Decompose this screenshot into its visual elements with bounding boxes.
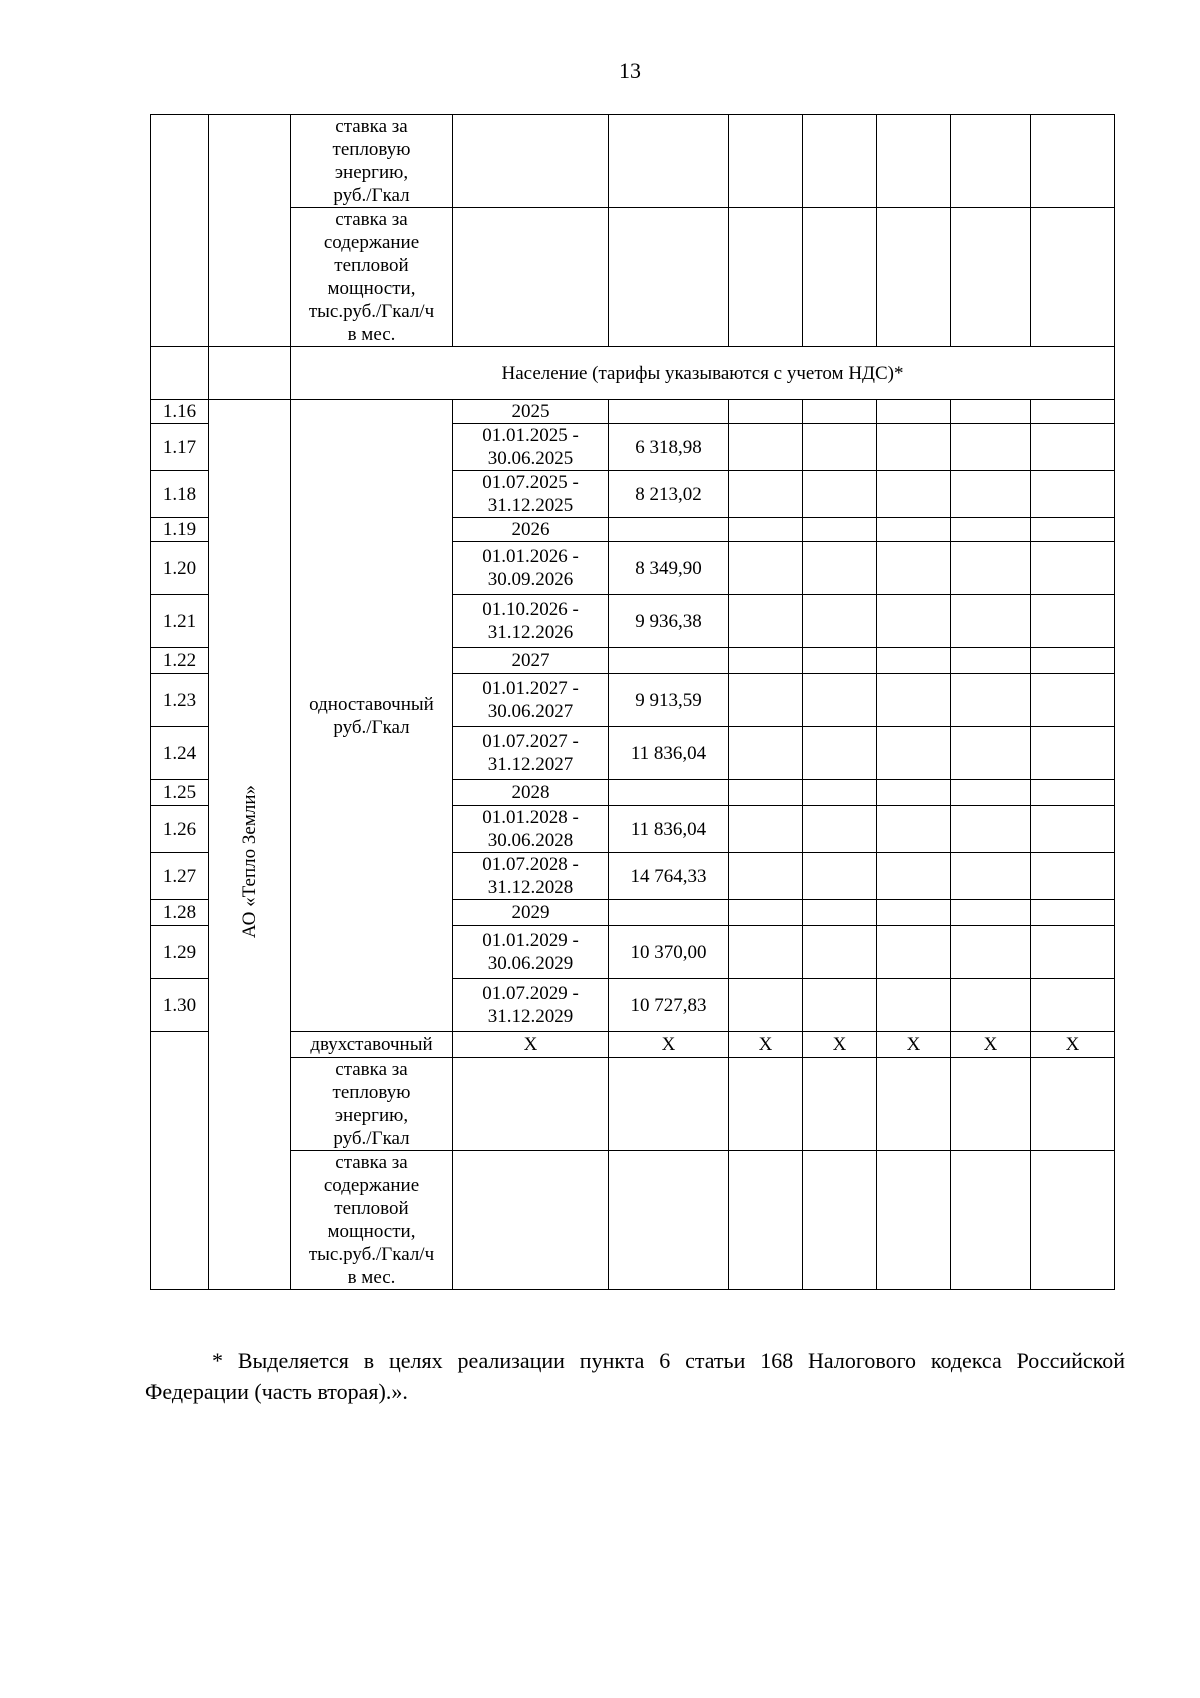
empty-cell	[803, 542, 877, 595]
empty-cell	[803, 518, 877, 542]
x-mark: X	[803, 1032, 877, 1058]
empty-cell	[877, 518, 951, 542]
empty-cell	[951, 595, 1031, 648]
x-mark: X	[453, 1032, 609, 1058]
population-header: Население (тарифы указываются с учетом НДС)*	[291, 347, 1115, 400]
x-mark: X	[729, 1032, 803, 1058]
empty-cell	[951, 780, 1031, 806]
empty-cell	[609, 1151, 729, 1290]
rate-power-line: тыс.руб./Гкал/ч	[308, 1244, 435, 1265]
empty-cell	[877, 648, 951, 674]
table-row	[151, 347, 1115, 400]
tariff-value	[609, 648, 729, 674]
row-number: 1.25	[151, 780, 209, 806]
period-cell: 01.07.2028 - 31.12.2028	[453, 853, 609, 900]
row-number: 1.30	[151, 979, 209, 1032]
tariff-value	[609, 400, 729, 424]
row-number: 1.20	[151, 542, 209, 595]
empty-cell	[803, 424, 877, 471]
period-cell: 01.01.2029 - 30.06.2029	[453, 926, 609, 979]
empty-cell	[1031, 806, 1115, 853]
empty-cell	[877, 674, 951, 727]
empty-cell	[877, 780, 951, 806]
row-number: 1.19	[151, 518, 209, 542]
x-mark: X	[609, 1032, 729, 1058]
period-cell: 01.01.2028 - 30.06.2028	[453, 806, 609, 853]
row-number-cell	[151, 1032, 209, 1290]
period-cell: 01.01.2026 - 30.09.2026	[453, 542, 609, 595]
empty-cell	[803, 727, 877, 780]
empty-cell	[951, 471, 1031, 518]
empty-cell	[729, 648, 803, 674]
organization-cell	[209, 400, 291, 1290]
row-number: 1.21	[151, 595, 209, 648]
empty-cell	[729, 518, 803, 542]
empty-cell	[1031, 518, 1115, 542]
organization-name: АО «Тепло Земли»	[239, 784, 260, 939]
empty-cell	[729, 979, 803, 1032]
tariff-value: 8 213,02	[609, 471, 729, 518]
organization-cell	[209, 115, 291, 347]
empty-cell	[729, 1151, 803, 1290]
x-mark: X	[951, 1032, 1031, 1058]
empty-cell	[951, 424, 1031, 471]
empty-cell	[803, 471, 877, 518]
empty-cell	[803, 648, 877, 674]
footnote-text: * Выделяется в целях реализации пункта 6 статьи 168 Налогового кодекса Российской Федерации (часть вторая).».	[145, 1348, 1125, 1404]
period-cell: 01.01.2025 - 30.06.2025	[453, 424, 609, 471]
row-number: 1.27	[151, 853, 209, 900]
empty-cell	[729, 780, 803, 806]
rate-power-line: содержание	[323, 1175, 420, 1196]
x-mark: X	[1031, 1032, 1115, 1058]
empty-cell	[951, 208, 1031, 347]
empty-cell	[951, 518, 1031, 542]
rate-energy-line: руб./Гкал	[333, 185, 410, 206]
empty-cell	[453, 115, 609, 208]
period-cell: 01.01.2027 - 30.06.2027	[453, 674, 609, 727]
rate-energy-line: ставка за	[335, 116, 408, 137]
table-row	[151, 1151, 1115, 1290]
empty-cell	[803, 115, 877, 208]
row-number: 1.23	[151, 674, 209, 727]
empty-cell	[453, 1058, 609, 1151]
page-number: 13	[619, 58, 641, 83]
empty-cell	[803, 853, 877, 900]
tariff-value: 10 370,00	[609, 926, 729, 979]
tariff-value: 11 836,04	[609, 727, 729, 780]
one-rate-line: руб./Гкал	[333, 716, 410, 738]
empty-cell	[803, 979, 877, 1032]
empty-cell	[729, 595, 803, 648]
table-row	[151, 208, 1115, 347]
empty-cell	[877, 727, 951, 780]
empty-cell	[1031, 900, 1115, 926]
tariff-value: 9 913,59	[609, 674, 729, 727]
row-number-cell	[151, 115, 209, 347]
empty-cell	[951, 979, 1031, 1032]
rate-power-line: мощности,	[327, 1221, 416, 1242]
row-number: 1.29	[151, 926, 209, 979]
rate-power-line: тыс.руб./Гкал/ч	[308, 301, 435, 322]
tariff-value	[609, 900, 729, 926]
tariff-value: 6 318,98	[609, 424, 729, 471]
year-cell: 2028	[453, 780, 609, 806]
rate-power-line: мощности,	[327, 278, 416, 299]
empty-cell	[877, 853, 951, 900]
empty-cell	[729, 542, 803, 595]
empty-cell	[877, 400, 951, 424]
empty-cell	[729, 1058, 803, 1151]
empty-cell	[877, 900, 951, 926]
empty-cell	[877, 1151, 951, 1290]
table-row	[151, 115, 1115, 208]
period-cell: 01.07.2029 - 31.12.2029	[453, 979, 609, 1032]
empty-cell	[951, 900, 1031, 926]
year-cell: 2027	[453, 648, 609, 674]
empty-cell	[1031, 115, 1115, 208]
empty-cell	[803, 208, 877, 347]
row-number: 1.24	[151, 727, 209, 780]
empty-cell	[877, 979, 951, 1032]
empty-cell	[729, 208, 803, 347]
empty-cell	[803, 780, 877, 806]
empty-cell	[729, 674, 803, 727]
empty-cell	[877, 542, 951, 595]
row-number: 1.26	[151, 806, 209, 853]
empty-cell	[951, 1058, 1031, 1151]
empty-cell	[877, 1058, 951, 1151]
table-row	[151, 400, 1115, 424]
empty-cell	[951, 542, 1031, 595]
empty-cell	[803, 595, 877, 648]
row-number: 1.22	[151, 648, 209, 674]
empty-cell	[729, 400, 803, 424]
empty-cell	[1031, 853, 1115, 900]
empty-cell	[951, 115, 1031, 208]
year-cell: 2025	[453, 400, 609, 424]
empty-cell	[1031, 471, 1115, 518]
tariff-table	[150, 114, 1115, 1290]
empty-cell	[877, 115, 951, 208]
empty-cell	[729, 727, 803, 780]
empty-cell	[609, 208, 729, 347]
empty-cell	[729, 900, 803, 926]
empty-cell	[803, 400, 877, 424]
rate-power-line: ставка за	[335, 209, 408, 230]
empty-cell	[729, 806, 803, 853]
tariff-value: 10 727,83	[609, 979, 729, 1032]
rate-energy-line: тепловую	[332, 1082, 411, 1103]
tariff-value: 14 764,33	[609, 853, 729, 900]
empty-cell	[803, 926, 877, 979]
rate-power-line: тепловой	[334, 1198, 409, 1219]
empty-cell	[729, 471, 803, 518]
empty-cell	[729, 926, 803, 979]
period-cell: 01.10.2026 - 31.12.2026	[453, 595, 609, 648]
empty-cell	[877, 926, 951, 979]
rate-energy-line: энергию,	[334, 162, 409, 183]
rate-energy-line: тепловую	[332, 139, 411, 160]
table-row	[151, 1032, 1115, 1058]
empty-cell	[1031, 727, 1115, 780]
empty-cell	[803, 1151, 877, 1290]
empty-cell	[803, 1058, 877, 1151]
empty-cell	[729, 115, 803, 208]
empty-cell	[951, 853, 1031, 900]
empty-cell	[803, 900, 877, 926]
rate-power-label	[291, 1151, 453, 1290]
rate-power-line: тепловой	[334, 255, 409, 276]
empty-cell	[1031, 424, 1115, 471]
one-rate-line: одноставочный	[309, 693, 434, 715]
empty-cell	[209, 347, 291, 400]
empty-cell	[1031, 595, 1115, 648]
empty-cell	[951, 1151, 1031, 1290]
x-mark: X	[877, 1032, 951, 1058]
two-rate-label: двухставочный	[291, 1032, 453, 1058]
empty-cell	[877, 595, 951, 648]
empty-cell	[1031, 1151, 1115, 1290]
year-cell: 2026	[453, 518, 609, 542]
empty-cell	[609, 115, 729, 208]
rate-power-line: ставка за	[335, 1152, 408, 1173]
empty-cell	[1031, 1058, 1115, 1151]
empty-cell	[1031, 674, 1115, 727]
rate-energy-label	[291, 1058, 453, 1151]
empty-cell	[729, 424, 803, 471]
empty-cell	[951, 648, 1031, 674]
row-number: 1.18	[151, 471, 209, 518]
empty-cell	[803, 674, 877, 727]
period-cell: 01.07.2027 - 31.12.2027	[453, 727, 609, 780]
empty-cell	[951, 926, 1031, 979]
empty-cell	[609, 1058, 729, 1151]
row-number: 1.28	[151, 900, 209, 926]
rate-energy-line: ставка за	[335, 1059, 408, 1080]
empty-cell	[1031, 648, 1115, 674]
empty-cell	[951, 400, 1031, 424]
empty-cell	[1031, 542, 1115, 595]
rate-power-line: в мес.	[347, 324, 396, 345]
empty-cell	[453, 208, 609, 347]
empty-cell	[1031, 780, 1115, 806]
tariff-value: 9 936,38	[609, 595, 729, 648]
rate-energy-line: руб./Гкал	[333, 1128, 410, 1149]
rate-energy-line: энергию,	[334, 1105, 409, 1126]
empty-cell	[151, 347, 209, 400]
footnote	[145, 1345, 1125, 1407]
empty-cell	[877, 471, 951, 518]
empty-cell	[951, 674, 1031, 727]
empty-cell	[1031, 400, 1115, 424]
one-rate-label	[291, 400, 453, 1032]
empty-cell	[951, 806, 1031, 853]
empty-cell	[729, 853, 803, 900]
rate-power-line: в мес.	[347, 1267, 396, 1288]
row-number: 1.17	[151, 424, 209, 471]
rate-power-label	[291, 208, 453, 347]
tariff-value	[609, 518, 729, 542]
empty-cell	[877, 806, 951, 853]
empty-cell	[1031, 208, 1115, 347]
empty-cell	[1031, 926, 1115, 979]
tariff-value	[609, 780, 729, 806]
rate-energy-label	[291, 115, 453, 208]
table-row	[151, 1058, 1115, 1151]
empty-cell	[1031, 979, 1115, 1032]
empty-cell	[803, 806, 877, 853]
tariff-value: 8 349,90	[609, 542, 729, 595]
empty-cell	[877, 424, 951, 471]
empty-cell	[877, 208, 951, 347]
empty-cell	[951, 727, 1031, 780]
empty-cell	[453, 1151, 609, 1290]
row-number: 1.16	[151, 400, 209, 424]
year-cell: 2029	[453, 900, 609, 926]
period-cell: 01.07.2025 - 31.12.2025	[453, 471, 609, 518]
rate-power-line: содержание	[323, 232, 420, 253]
tariff-value: 11 836,04	[609, 806, 729, 853]
